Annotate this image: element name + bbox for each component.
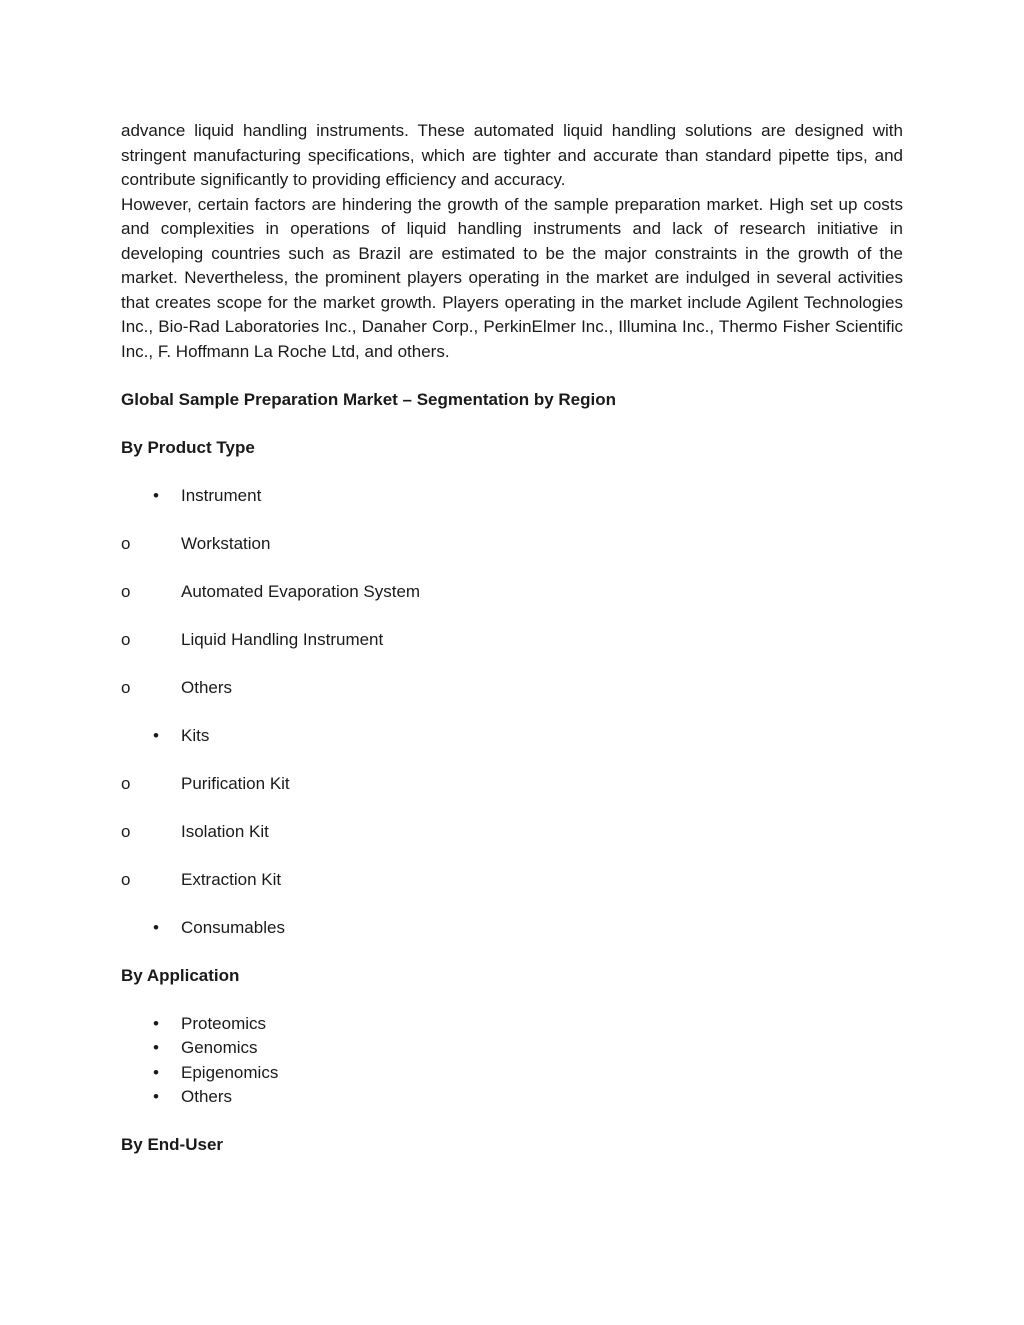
sub-list-item-extraction-kit — [121, 868, 903, 893]
list-item-label: Automated Evaporation System — [181, 581, 421, 601]
list-item-genomics — [121, 1036, 903, 1061]
list-item-proteomics — [121, 1012, 903, 1037]
heading-segmentation: Global Sample Preparation Market – Segmentation by Region — [121, 389, 617, 409]
circle-marker: o — [121, 533, 131, 553]
sub-list-item-isolation-kit — [121, 820, 903, 845]
list-item-label: Kits — [181, 725, 210, 745]
list-item-label: Others — [181, 677, 233, 697]
list-item-label: Purification Kit — [181, 773, 290, 793]
bullet-marker: • — [153, 725, 159, 745]
list-item-label: Instrument — [181, 485, 262, 505]
sub-list-item-automated-evaporation-system — [121, 580, 903, 605]
list-item-others — [121, 1085, 903, 1110]
sub-list-item-purification-kit — [121, 772, 903, 797]
circle-marker: o — [121, 821, 131, 841]
bullet-marker: • — [153, 1062, 159, 1082]
list-item-label: Genomics — [181, 1038, 258, 1057]
list-item-label: Isolation Kit — [181, 821, 269, 841]
bullet-marker: • — [153, 485, 159, 505]
list-item-instrument — [121, 484, 903, 509]
sub-list-item-workstation — [121, 532, 903, 557]
list-item-label: Epigenomics — [181, 1062, 279, 1082]
bullet-marker: • — [153, 1013, 159, 1033]
circle-marker: o — [121, 581, 131, 601]
list-item-kits — [121, 724, 903, 749]
list-item-consumables — [121, 916, 903, 941]
list-item-label: Workstation — [181, 533, 271, 553]
list-item-label: Others — [181, 1087, 233, 1106]
sub-list-item-liquid-handling-instrument — [121, 628, 903, 653]
heading-product-type: By Product Type — [121, 437, 255, 457]
circle-marker: o — [121, 629, 131, 649]
document-page — [121, 119, 903, 1158]
circle-marker: o — [121, 869, 131, 889]
list-item-label: Consumables — [181, 917, 285, 937]
list-item-epigenomics — [121, 1061, 903, 1086]
heading-end-user: By End-User — [121, 1135, 224, 1154]
bullet-marker: • — [153, 917, 159, 937]
paragraph-liquid-handling: advance liquid handling instruments. These automated liquid handling solutions are designed with stringent manufacturing specifications, which are tighter and accurate than standard pipette tips, and contribute significantly to providing efficiency and accuracy. — [121, 121, 903, 189]
list-item-label: Proteomics — [181, 1013, 267, 1033]
circle-marker: o — [121, 677, 131, 697]
bullet-marker: • — [153, 1038, 159, 1057]
bullet-marker: • — [153, 1087, 159, 1106]
heading-application: By Application — [121, 965, 240, 985]
sub-list-item-others — [121, 676, 903, 701]
list-item-label: Liquid Handling Instrument — [181, 629, 384, 649]
paragraph-market-constraints: However, certain factors are hindering the growth of the sample preparation market. High set up costs and complexities in operations of liquid handling instruments and lack of research initiative in developing countries such as Brazil are estimated to be the major constraints in the growth of the market. Nevertheless, the prominent players operating in the market are indulged in several activities that creates scope for the market growth. Players operating in the market include Agilent Technologies Inc., Bio-Rad Laboratories Inc., Danaher Corp., PerkinElmer Inc., Illumina Inc., Thermo Fisher Scientific Inc., F. Hoffmann La Roche Ltd, and others. — [121, 194, 903, 361]
list-item-label: Extraction Kit — [181, 869, 282, 889]
circle-marker: o — [121, 773, 131, 793]
